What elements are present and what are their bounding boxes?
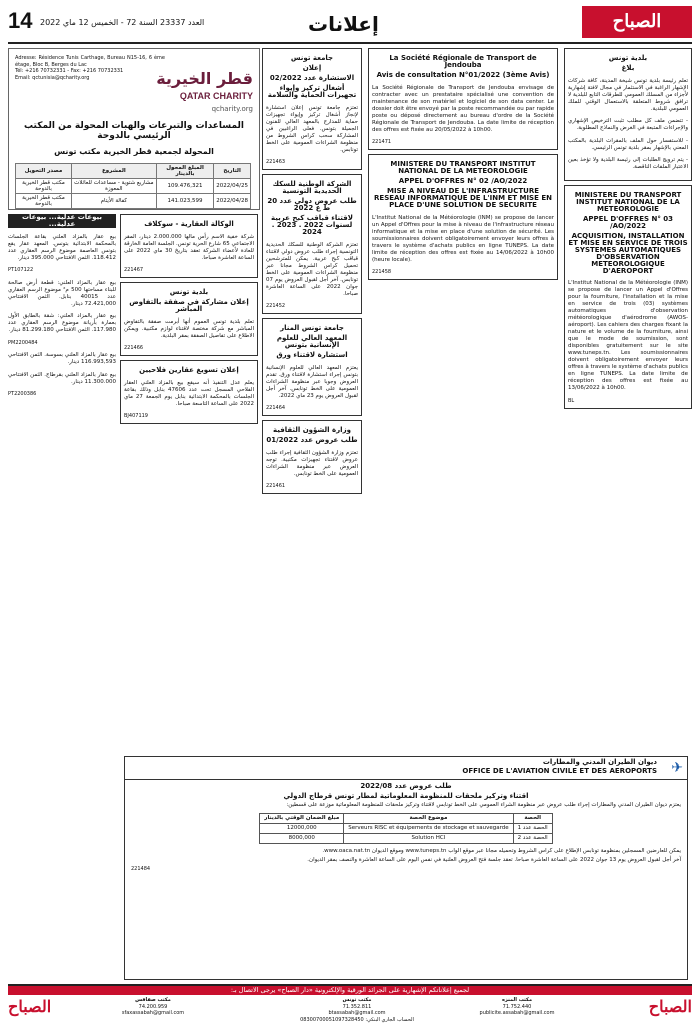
ad-body: تعتزم وزارة الشؤون الثقافية إجراء طلب عروض لاقتناء تجهيزات مكتبية. توجه العروض عبر منظومة الشراءات العمومية على الخط تونابس. xyxy=(266,449,358,477)
oaca-name-fr: OFFICE DE L'AVIATION CIVILE ET DES AEROPORTS xyxy=(462,767,657,775)
ad-ref: BL xyxy=(568,397,575,404)
ad-university-tunis xyxy=(262,48,362,170)
qc-logo-en: QATAR CHARITY xyxy=(179,91,253,101)
qc-phone: Tél: +216 70732331 - Fax: +216 70732331 xyxy=(15,68,124,74)
ad-body: L'Institut National de la Météorologie (INM) se propose de lancer un Appel d'Offres pour la mise à niveau de l'infrastructure réseau informatique et la mise en place d'une solution de sécurité. Les soumissionnaires doivent obligatoirement envoyer leurs offres à travers le système d'achats publics en ligne TUNEPS. La date limite de réception des offres est fixée au 14/06/2022 à 10h00 (heure locale). xyxy=(372,214,554,263)
footer-strip: لجميع إعلاناتكم الإشهارية على الجرائد الورقية والإلكترونية «دار الصباح» يرجى الاتصال بـ: xyxy=(8,986,692,995)
ad-title: جامعة تونس المنار xyxy=(280,324,344,332)
ad-title: جامعة تونس xyxy=(290,54,334,62)
footer-office-menzah xyxy=(452,997,582,1017)
ad-farm-lease xyxy=(120,360,258,424)
ad-ref: PM2200484 xyxy=(8,339,38,346)
ad-ref: PT107122 xyxy=(8,267,34,273)
oaca-body: يعتزم ديوان الطيران المدني والمطارات إجراء طلب عروض عبر منظومة الشراء العمومي على الخط تونابس لاقتناء وتركيز ملحقات للمنظومة المعلوماتية موزعة على قسطين: xyxy=(286,802,681,808)
oaca-col-header: مبلغ الضمان الوقتي بالدينار xyxy=(260,814,344,824)
office-phone: 71.352.811 xyxy=(342,1003,372,1010)
table-cell: Solution HCI xyxy=(344,834,513,844)
ad-university-manar xyxy=(262,318,362,416)
column-mid-right xyxy=(368,48,558,748)
office-title: مكتب تونس xyxy=(342,997,372,1003)
ad-municipality-tunis xyxy=(564,48,692,181)
ad-body: تعتزم جامعة تونس إعلان استشارة لإنجاز أشغال تركيز وإيواء تجهيزات حماية للمدارج بالمعهد العالي للفنون الجميلة بتونس. فعلى الراغبين في المشاركة سحب كراس الشروط من منظومة الشراءات العمومية على الخط تونابس. xyxy=(266,104,358,153)
ad-ref: 221466 xyxy=(124,345,144,351)
ad-subtitle: طلب عروض دولي عدد 20 ط ع 2022 xyxy=(267,197,357,212)
qc-col-header: المبلغ المحول بالدينار xyxy=(156,164,214,179)
ad-body: يعلم عدل التنفيذ أنه سيقع بيع بالمزاد العلني العقار الفلاحي المسجل تحت عدد 47606 بنابل وذلك بقاعة الجلسات بالمحكمة الابتدائية بنابل يوم الجمعة 27 ماي 2022 على الساعة التاسعة صباحا. xyxy=(124,379,254,407)
table-cell: 141.023,599 xyxy=(156,194,214,209)
ad-ref: 221461 xyxy=(266,483,286,489)
table-row xyxy=(16,194,251,209)
table-cell: مكتب قطر الخيرية بالدوحة xyxy=(16,194,72,209)
office-phone: 71.752.440 xyxy=(502,1003,532,1010)
office-title: مكتب صفاقس xyxy=(135,997,171,1003)
ad-title: الوكالة العقارية - سوكلاف xyxy=(144,220,234,228)
qc-table xyxy=(15,163,251,209)
ad-ref: 221458 xyxy=(372,269,392,275)
office-phone: 74.200.959 xyxy=(138,1003,168,1010)
newspaper-logo: الصباح xyxy=(582,6,692,38)
ad-body: تعلم رئيسة بلدية تونس شيخة المدينة، كافة شركات الإشهار الراغبة في الاستثمار في مجال لافتة إشهارية لأجزاء من المسلك العمومي للطرقات التابع للبلدية لا ترافق شروط المتعلقة بالاستعمال الوقتي للملك العمومي للبلدية. xyxy=(568,77,688,112)
ad-object: أشغال تركيز وإيواء تجهيزات الحماية والسلامة xyxy=(267,84,357,99)
qc-col-header: المشروع xyxy=(71,164,156,179)
page-header xyxy=(8,6,692,44)
table-cell: كفالة الأيتام xyxy=(71,194,156,209)
sale-item: بيع عقار بالمزاد العلني بسوسة. الثمن الافتتاحي 116.993,593 دينار. xyxy=(8,352,116,365)
ad-ref: BJ407119 xyxy=(124,413,148,419)
qc-col-header: مصدر التحويل xyxy=(16,164,72,179)
office-email: sfaxassabah@gmail.com xyxy=(121,1010,185,1016)
office-title: مكتب المنزه xyxy=(501,997,533,1003)
ad-ref: 221452 xyxy=(266,303,286,309)
ad-ref: 221463 xyxy=(266,159,286,165)
table-cell: 8000,000 xyxy=(260,834,344,844)
table-row xyxy=(260,824,552,834)
office-email: btassabah@gmail.com xyxy=(328,1010,386,1016)
ad-subtitle: المعهد العالي للعلوم الإنسانية بتونس xyxy=(276,334,348,349)
ad-body: يعتزم المعهد العالي للعلوم الإنسانية بتونس إجراء استشارة لاقتناء ورق. تقدم العروض وجوبا عبر منظومة الشراءات العمومية على الخط تونابس. آخر أجل لقبول العروض يوم 23 ماي 2022. xyxy=(266,364,358,399)
qc-subtitle: المحولة لجمعية قطر الخيرية مكتب تونس xyxy=(54,147,214,156)
qc-email: Email: qctunisia@qcharity.org xyxy=(15,74,90,81)
ad-subtitle: إعلان xyxy=(302,64,322,72)
footer-office-sfax xyxy=(88,997,218,1017)
ad-body: شركة خفية الاسم رأس مالها 2.000.000 دينار، المقر الاجتماعي 65 شارع الحرية تونس. الجلسة العامة الخارقة للعادة لأعضاء الشركة تعقد بتاريخ 30 ماي 2022 على الساعة العاشرة صباحا. xyxy=(124,233,254,261)
ad-body: - يتم ترويج الطلبات إلى رئيسة البلدية ولا تؤخذ بعين الاعتبار الملفات الناقصة. xyxy=(568,157,688,170)
table-cell: مكتب قطر الخيرية بالدوحة xyxy=(16,179,72,194)
ad-title: MINISTERE DU TRANSPORT INSTITUT NATIONAL DE LA METEOROLOGIE xyxy=(390,160,536,175)
qc-logo: قطر الخيرية xyxy=(156,69,253,88)
ad-object: لاقتناء قباقب كبح عربية لسنوات 2022 . 2023 . 2024 xyxy=(271,214,353,236)
qc-contact xyxy=(15,55,165,81)
table-row xyxy=(260,834,552,844)
ad-subtitle: إعلان مشاركة في صفقة بالتفاوض المباشر xyxy=(129,298,249,313)
ad-title: الشركة الوطنية للسكك الحديدية التونسية xyxy=(272,180,352,195)
airplane-icon: ✈ xyxy=(671,760,683,776)
oaca-header xyxy=(125,757,687,780)
oaca-name-ar: ديوان الطيران المدني والمطارات xyxy=(542,758,657,766)
ad-qatar-charity xyxy=(8,48,260,210)
ad-sncft xyxy=(262,174,362,314)
ad-body: تعتزم الشركة الوطنية للسكك الحديدية التونسية إجراء طلب عروض دولي لاقتناء قباقب كبح عربية. يمكن للمترشحين تحميل كراس الشروط مجانا عبر منظومة الشراءات العمومية على الخط تونابس. آخر أجل لقبول العروض يوم 07 جوان 2022 على الساعة العاشرة صباحا. xyxy=(266,241,358,297)
column-judicial-sales xyxy=(8,214,116,980)
page-footer xyxy=(8,984,692,1024)
ad-ref: PT2200386 xyxy=(8,391,37,397)
bank-account: الحساب الجاري البنكي: 08300700051097328450 xyxy=(300,1016,414,1023)
column-right xyxy=(564,48,692,748)
ad-ref: 221484 xyxy=(131,866,151,872)
table-cell: 2022/04/28 xyxy=(214,194,251,209)
table-row xyxy=(16,179,251,194)
table-cell: 12000,000 xyxy=(260,824,344,834)
oaca-object: اقتناء وتركيز ملحقات للمنظومة المعلوماتية لمطار تونس قرطاج الدولي xyxy=(283,792,529,800)
table-cell: 2022/04/25 xyxy=(214,179,251,194)
oaca-body: آخر أجل لقبول العروض يوم 13 جوان 2022 على الساعة العاشرة صباحا. تعقد جلسة فتح العروض العلنية في نفس اليوم على الساعة العاشرة والنصف بمقر الديوان. xyxy=(307,857,681,863)
issue-line: العدد 23337 السنة 72 - الخميس 12 ماي 2022 xyxy=(40,18,205,27)
table-cell: الحصة عدد 1 xyxy=(513,824,552,834)
footer-logo: الصباح xyxy=(648,997,692,1016)
ad-object: MISE A NIVEAU DE L'INFRASTRUCTURE RESEAU INFORMATIQUE DE L'INM ET MISE EN PLACE D'UNE SOLUTION DE SECURITE xyxy=(374,187,552,209)
ad-title: إعلان تسويغ عقارين فلاحيين xyxy=(139,366,239,374)
ad-ref: 221471 xyxy=(372,139,392,145)
ad-subtitle: الاستشارة عدد 02/2022 xyxy=(269,74,355,82)
ad-subtitle: طلب عروض عدد 01/2022 xyxy=(266,436,358,444)
ad-ref: 221467 xyxy=(124,267,144,273)
sale-item: بيع عقار بالمزاد العلني: شقة بالطابق الأول بعمارة بأريانة موضوع الرسم العقاري عدد 117.980. الثمن الافتتاحي 81.299.180 دينار. xyxy=(8,313,116,333)
oaca-body: يمكن للعارضين المسجلين بمنظومة تونابس الإطلاع على كراس الشروط وتحميله مجانا عبر موقع الواب www.tuneps.tn وموقع الديوان www.oaca.nat.tn. xyxy=(322,848,681,854)
ad-object: ACQUISITION, INSTALLATION ET MISE EN SERVICE DE TROIS SYSTEMES AUTOMATIQUES D'OBSERVATION METEOROLOGIQUE D'AEROPORT xyxy=(568,231,688,275)
ad-ref: 221464 xyxy=(266,405,286,411)
oaca-table xyxy=(259,813,552,844)
ad-body: - للاستفسار حول الملف بالمقرات البلدية بالمكتب المعني بالإشهار بمقر بلدية تونس الرئيسي. xyxy=(568,137,688,151)
ad-subtitle: APPEL D'OFFRES N° 03 /AO/2022 xyxy=(582,214,673,230)
qc-col-header: التاريخ xyxy=(214,164,251,179)
ad-title: بلدية تونس xyxy=(608,54,648,62)
sale-item: بيع عقار بالمزاد العلني بقرطاج. الثمن الافتتاحي 11.300.000 دينار. xyxy=(8,371,116,385)
ad-subtitle: APPEL D'OFFRES N° 02 /AO/2022 xyxy=(398,177,528,185)
footer-logo-left: الصباح xyxy=(8,997,52,1016)
ad-title: MINISTERE DU TRANSPORT INSTITUT NATIONAL DE LA METEOROLOGIE xyxy=(574,190,682,213)
table-cell: مشاريع شتوية - مساعدات للعائلات المعوزة xyxy=(71,179,156,194)
ad-body: - تتضمن ملف كل مطلب تثبت الترخيص الإشهاري والإجراءات المتبعة في الغرض والنماذج المطلوبة. xyxy=(568,118,688,131)
ad-oaca xyxy=(124,756,688,980)
sale-item: بيع عقار بالمزاد العلني بقاعة الجلسات بالمحكمة الابتدائية بتونس. المعهد عقار يقع بتونس العاصمة موضوع الرسم العقاري عدد 118.412. الثمن الافتتاحي 395.000 دينار. xyxy=(8,233,116,261)
table-cell: Serveurs RISC et équipements de stockage et sauvegarde xyxy=(344,824,513,834)
ad-subtitle: Avis de consultation N°01/2022 (3ème Avis) xyxy=(376,71,550,79)
ad-title: La Société Régionale de Transport de Jendouba xyxy=(389,54,537,69)
ad-culture-ministry xyxy=(262,420,362,494)
ad-body: تعلم بلدية تونس العموم أنها أبرمت صفقة بالتفاوض المباشر مع شركة مختصة لاقتناء لوازم مكتبية. ويمكن الاطلاع على تفاصيل الصفقة بمقر البلدية. xyxy=(124,318,254,339)
column-mid-left xyxy=(262,48,362,748)
table-cell: الحصة عدد 2 xyxy=(513,834,552,844)
oaca-col-header: الحصة xyxy=(513,814,552,824)
ad-body: L'Institut National de la Météorologie (INM) se propose de lancer un Appel d'Offres pour la fourniture, l'installation et la mise en service de trois (03) systèmes automatiques d'observation météorologique d'aérodrome (AWOS-aéroport). Les cahiers des charges fixant la nature et le volume de la fourniture, ainsi que le mode de soumission, sont disponibles gratuitement sur le site www.tuneps.tn. Les soumissionnaires doivent obligatoirement envoyer leurs offres à travers le système d'achats publics en ligne TUNEPS. La date limite de réception des offres est fixée au 13/06/2022 à 10h00. xyxy=(568,280,688,391)
office-email: publicite.assabah@gmail.com xyxy=(479,1010,555,1016)
ad-inm-03 xyxy=(564,185,692,409)
sale-item: بيع عقار بالمزاد العلني: قطعة أرض صالحة للبناء مساحتها 500 م² موضوع الرسم العقاري عدد 40015 بنابل. الثمن الافتتاحي 72.421,000 دينار. xyxy=(8,279,116,307)
ad-inm-02 xyxy=(368,154,558,280)
section-title: إعلانات xyxy=(308,12,379,36)
oaca-col-header: موضوع الحصة xyxy=(344,814,513,824)
ad-subtitle: بلاغ xyxy=(621,64,635,72)
qc-title: المساعدات والتبرعات والهبات المحولة من المكتب الرئيسي بالدوحة xyxy=(24,121,244,141)
ad-municipality-negotiation xyxy=(120,282,258,356)
column-left xyxy=(120,214,258,752)
ad-soclaf xyxy=(120,214,258,278)
qc-site: qcharity.org xyxy=(211,105,253,113)
page-number: 14 xyxy=(8,8,33,33)
footer-office-tunis xyxy=(282,997,432,1023)
qc-address: Adresse: Résidence Tunis Carthage, Bureau N15-16, 6 ème étage, Bloc B, Berges du Lac xyxy=(15,55,165,68)
ad-body: La Société Régionale de Transport de Jendouba envisage de contracter avec un prestataire spécialisé une convention de maintenance de son matériel et logiciel de son data center. Le dossier doit être envoyé par la poste recommandée ou par rapide poste ou déposé directement au bureau d'ordre de la Société Régionale de Transport de Jendouba. La date limite de réception des offres est fixée au 20/05/2022 à 10h00. xyxy=(372,84,554,133)
table-cell: 109.476,321 xyxy=(156,179,214,194)
ad-object: استشارة لاقتناء ورق xyxy=(276,351,348,359)
ad-srt-jendouba xyxy=(368,48,558,150)
ad-title: بلدية تونس xyxy=(169,288,209,296)
ad-title: وزارة الشؤون الثقافية xyxy=(273,426,351,434)
judicial-sales-title: بيوعات عدلية... بيوعات عدلية... xyxy=(8,214,116,228)
oaca-title: طلب عروض عدد 2022/08 xyxy=(360,782,452,790)
